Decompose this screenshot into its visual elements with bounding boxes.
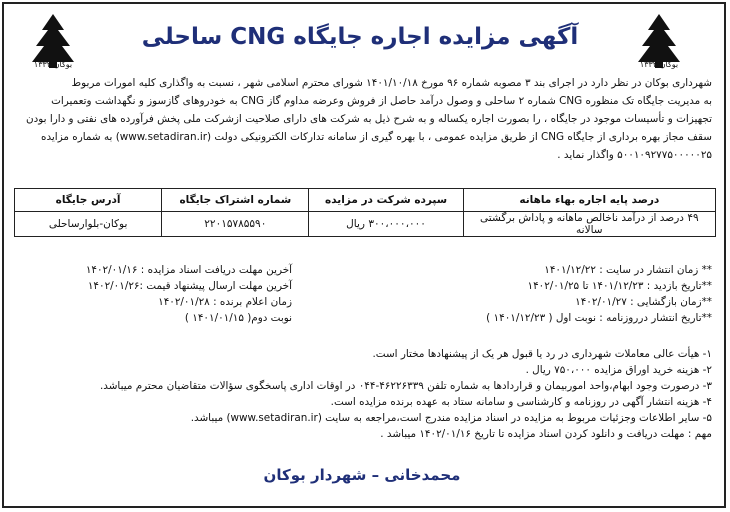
cell-subscription: ۲۲۰۱۵۷۸۵۵۹۰ [162, 212, 309, 237]
docs-deadline: آخرین مهلت دریافت اسناد مزایده : ۱۴۰۲/۰۱/۱۶ [85, 264, 292, 276]
cell-base-rent: ۴۹ درصد از درآمد ناخالص ماهانه و پاداش برگشتی سالانه [463, 212, 715, 237]
publish-site-date: ** زمان انتشار در سایت : ۱۴۰۱/۱۲/۲۲ [544, 264, 712, 276]
opening-date: **زمان بازگشایی : ۱۴۰۲/۰۱/۲۷ [575, 296, 712, 308]
intro-line: شهرداری بوکان در نظر دارد در اجرای بند ۳ مصوبه شماره ۹۶ مورخ ۱۴۰۱/۱۰/۱۸ شورای محترم اسلامی شهر ، نسبت به واگذاری کلیه امورات مربوط [71, 77, 712, 89]
note-item: ۴- هزینه انتشار آگهی در روزنامه و کارشناسی و سامانه ستاد به عهده برنده مزایده است. [330, 396, 712, 408]
cell-address: بوکان-بلوارساحلی [15, 212, 162, 237]
note-item: ۵- سایر اطلاعات وجزئیات مربوط به مزایده در اسناد مزایده مندرج است،مراجعه به سایت (www.setadiran.ir) میباشد. [190, 412, 712, 424]
notice-title: آگهی مزایده اجاره جایگاه CNG ساحلی [141, 24, 579, 50]
cell-deposit: ۳۰۰،۰۰۰،۰۰۰ ریال [309, 212, 463, 237]
note-item: ۲- هزینه خرید اوراق مزایده ۷۵۰،۰۰۰ ریال . [525, 364, 712, 376]
newspaper-first: **تاریخ انتشار درروزنامه : نوبت اول ( ۱۴۰۱/۱۲/۲۳ ) [486, 312, 712, 324]
intro-line: تجهیزات و تأسیسات موجود در جایگاه ، را بصورت اجاره یکساله و به شرح ذیل به شرکت های دارای صلاحیت ازشرکت ملی پخش فرآورده های نفتی و دارا بودن [26, 113, 712, 125]
visit-date: **تاریخ بازدید : ۱۴۰۱/۱۲/۲۳ تا ۱۴۰۲/۰۱/۲۵ [527, 280, 712, 292]
note-item: ۳- درصورت وجود ابهام،واحد اموربیمان و قراردادها به شماره تلفن ۴۶۲۲۶۳۳۹-۰۴۴ در اوقات اداری پاسخگوی سؤالات متقاضیان محترم میباشد. [99, 380, 712, 392]
notes-section [12, 346, 712, 442]
col-header-base-rent: درصد پایه اجاره بهاء ماهانه [463, 189, 715, 212]
signature: محمدخانی – شهردار بوکان [263, 466, 461, 484]
offer-deadline: آخرین مهلت ارسال پیشنهاد قیمت :۱۴۰۲/۰۱/۲۶ [87, 280, 292, 292]
intro-line: به مدیریت جایگاه تک منظوره CNG شماره ۲ ساحلی و وصول درآمد حاصل از فروش وعرضه مداوم گاز CNG به خودروهای گازسوز و نگهداشت وتعمیرات [51, 95, 712, 107]
table-header-row [15, 189, 716, 212]
intro-line: سقف مجاز بهره برداری از جایگاه CNG از طریق مزایده عمومی ، با بهره گیری از سامانه تدارکات الکترونیکی دولت (www.setadiran.ir) به شماره مزایده [41, 131, 712, 143]
col-header-address: آدرس جایگاه [15, 189, 162, 212]
auction-table [14, 188, 716, 237]
newspaper-second: نوبت دوم( ۱۴۰۱/۰۱/۱۵ ) [184, 312, 292, 324]
intro-line: ۵۰۰۱۰۹۲۷۷۵۰۰۰۰۰۲۵ واگذار نماید . [557, 149, 712, 161]
intro-paragraph [12, 74, 712, 164]
municipality-logo-right [624, 10, 694, 80]
municipality-logo-left [18, 10, 88, 80]
col-header-deposit: سپرده شرکت در مزایده [309, 189, 463, 212]
winner-date: زمان اعلام برنده : ۱۴۰۲/۰۱/۲۸ [158, 296, 292, 308]
logo-caption-right: ۱۳۳۲ بوکان [639, 60, 679, 69]
table-row [15, 212, 716, 237]
logo-caption-left: ۱۳۳۲ بوکان [33, 60, 73, 69]
note-item: ۱- هیأت عالی معاملات شهرداری در رد یا قبول هر یک از پیشنهادها مختار است. [372, 348, 712, 360]
col-header-subscription: شماره اشتراک جایگاه [162, 189, 309, 212]
note-item: مهم : مهلت دریافت و دانلود کردن اسناد مزایده تا تاریخ ۱۴۰۲/۰۱/۱۶ میباشد . [380, 428, 712, 440]
dates-section [12, 264, 712, 328]
